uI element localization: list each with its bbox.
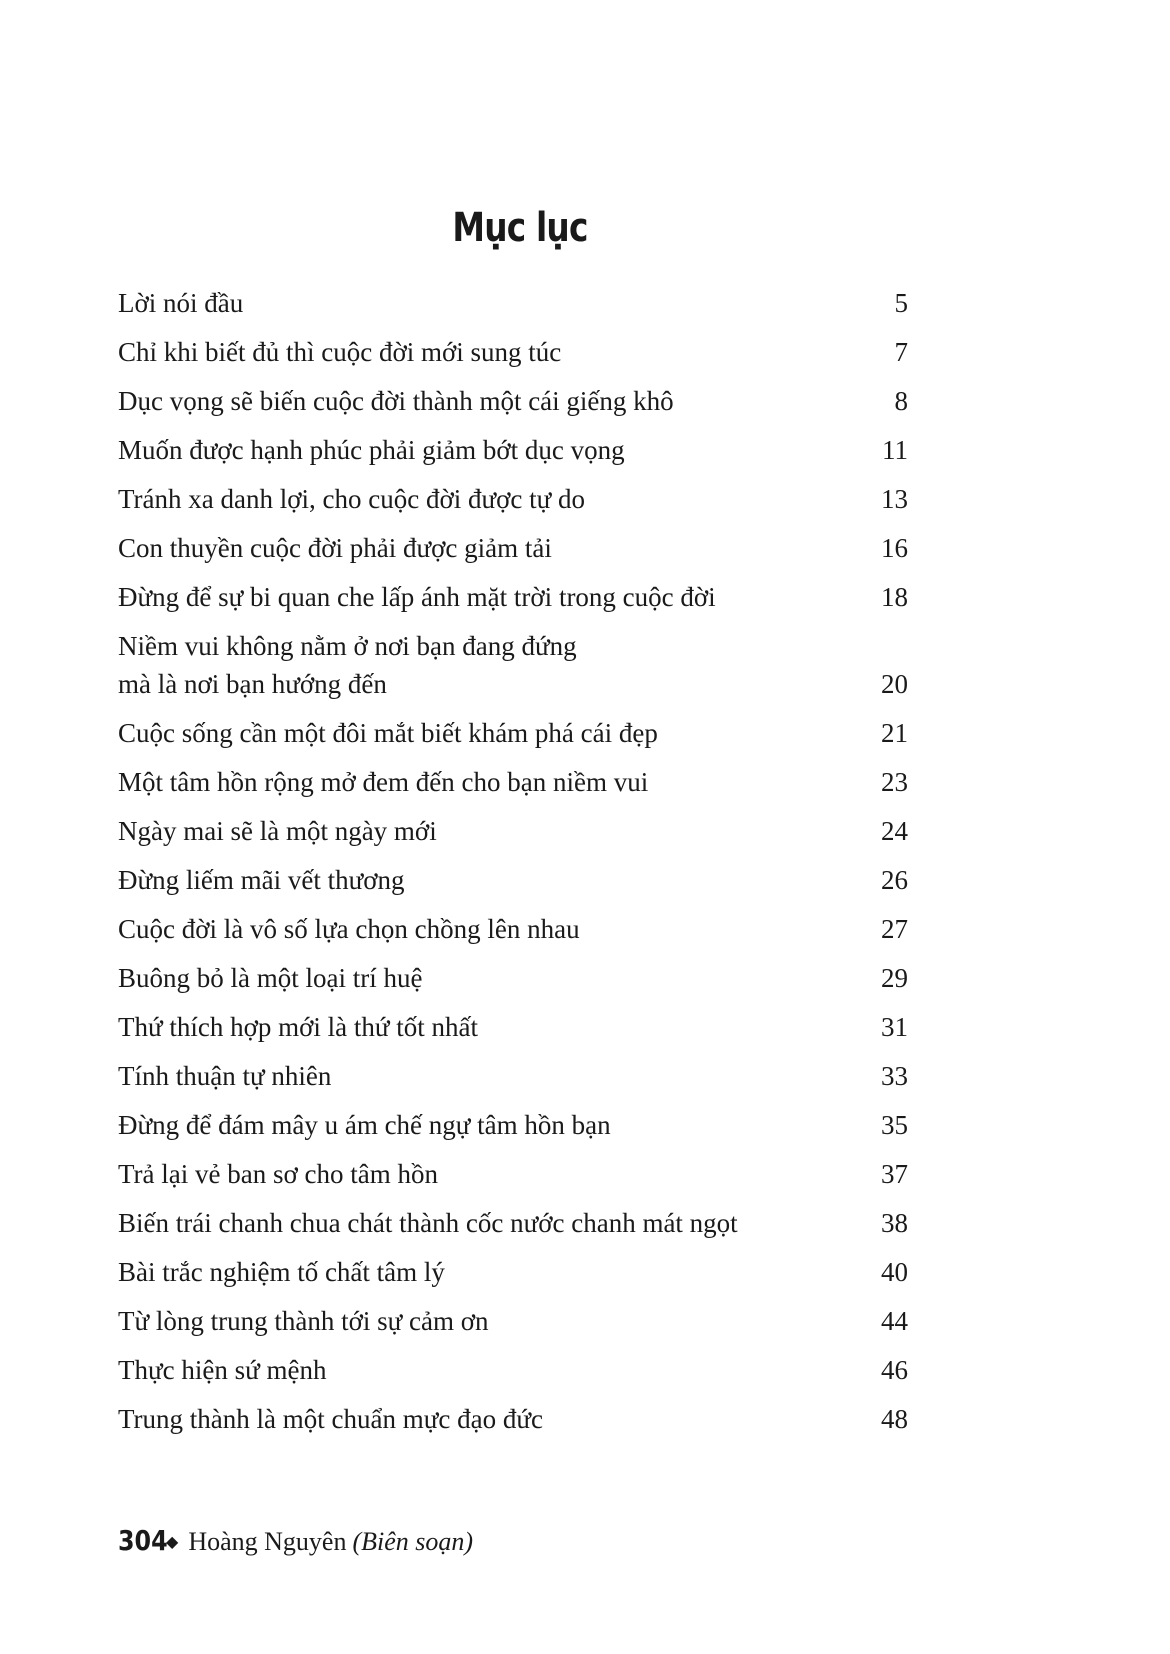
toc-entry-title: Con thuyền cuộc đời phải được giảm tải bbox=[118, 533, 552, 563]
toc-entry-title: Cuộc đời là vô số lựa chọn chồng lên nhau bbox=[118, 914, 580, 944]
toc-entry[interactable] bbox=[118, 1057, 908, 1095]
toc-entry-title: Dục vọng sẽ biến cuộc đời thành một cái giếng khô bbox=[118, 386, 674, 416]
toc-entry-page: 35 bbox=[881, 1110, 908, 1140]
toc-entry[interactable] bbox=[118, 284, 908, 322]
toc-entry-title: Đừng để sự bi quan che lấp ánh mặt trời trong cuộc đời bbox=[118, 582, 716, 612]
toc-entry[interactable] bbox=[118, 861, 908, 899]
toc-entry-page: 20 bbox=[881, 669, 908, 699]
toc-entry-page: 21 bbox=[881, 718, 908, 748]
toc-entry-title: Thực hiện sứ mệnh bbox=[118, 1355, 327, 1385]
toc-entry[interactable] bbox=[118, 812, 908, 850]
toc-entry-page: 44 bbox=[881, 1306, 908, 1336]
toc-entry-page: 29 bbox=[881, 963, 908, 993]
toc-entry[interactable] bbox=[118, 1400, 908, 1438]
toc-entry-page: 18 bbox=[881, 582, 908, 612]
toc-entry-page: 40 bbox=[881, 1257, 908, 1287]
toc-entry-title: Biến trái chanh chua chát thành cốc nước chanh mát ngọt bbox=[118, 1208, 738, 1238]
toc-entry[interactable] bbox=[118, 382, 908, 420]
toc-entry-page: 16 bbox=[881, 533, 908, 563]
toc-entry-title: Đừng để đám mây u ám chế ngự tâm hồn bạn bbox=[118, 1110, 611, 1140]
toc-entry-title: Ngày mai sẽ là một ngày mới bbox=[118, 816, 437, 846]
toc-entry[interactable] bbox=[118, 1155, 908, 1193]
toc-entry-title: Buông bỏ là một loại trí huệ bbox=[118, 963, 423, 993]
toc-entry-title: Muốn được hạnh phúc phải giảm bớt dục vọng bbox=[118, 435, 625, 465]
toc-entry-title: Cuộc sống cần một đôi mắt biết khám phá cái đẹp bbox=[118, 718, 658, 748]
toc-entry[interactable] bbox=[118, 1008, 908, 1046]
toc-entry-title: Lời nói đầu bbox=[118, 288, 244, 318]
toc-entry[interactable] bbox=[118, 1204, 908, 1242]
toc-entry[interactable] bbox=[118, 333, 908, 371]
toc-entry-title: Một tâm hồn rộng mở đem đến cho bạn niềm vui bbox=[118, 767, 649, 797]
diamond-bullet-icon: ◆ bbox=[166, 1534, 179, 1551]
toc-entry-page: 5 bbox=[894, 288, 908, 318]
toc-entry-page: 8 bbox=[894, 386, 908, 416]
toc-entry-title: Bài trắc nghiệm tố chất tâm lý bbox=[118, 1257, 445, 1287]
toc-entry[interactable] bbox=[118, 431, 908, 469]
footer-author: Hoàng Nguyên bbox=[188, 1527, 347, 1556]
toc-entry[interactable] bbox=[118, 578, 908, 616]
toc-entry[interactable] bbox=[118, 959, 908, 997]
toc-entry-title: Đừng liếm mãi vết thương bbox=[118, 865, 405, 895]
toc-entry-title: Niềm vui không nằm ở nơi bạn đang đứng mà là nơi bạn hướng đến bbox=[118, 631, 577, 699]
page-footer bbox=[118, 1524, 473, 1557]
footer-role: (Biên soạn) bbox=[352, 1527, 474, 1556]
toc-entry-title: Thứ thích hợp mới là thứ tốt nhất bbox=[118, 1012, 479, 1042]
toc-entry[interactable] bbox=[118, 1106, 908, 1144]
page-number: 304 bbox=[118, 1524, 168, 1557]
toc-entry-page: 46 bbox=[881, 1355, 908, 1385]
toc-entry-page: 24 bbox=[881, 816, 908, 846]
page-title: Mục lục bbox=[452, 204, 588, 251]
toc-entry-page: 7 bbox=[894, 337, 908, 367]
toc-entry-page: 37 bbox=[881, 1159, 908, 1189]
toc-entry[interactable] bbox=[118, 1253, 908, 1291]
toc-entry-title: Tránh xa danh lợi, cho cuộc đời được tự do bbox=[118, 484, 586, 514]
table-of-contents bbox=[118, 284, 908, 1449]
toc-entry[interactable] bbox=[118, 627, 908, 703]
toc-entry-title: Chỉ khi biết đủ thì cuộc đời mới sung túc bbox=[118, 337, 562, 367]
toc-entry-page: 27 bbox=[881, 914, 908, 944]
toc-entry-page: 13 bbox=[881, 484, 908, 514]
toc-entry-title: Từ lòng trung thành tới sự cảm ơn bbox=[118, 1306, 489, 1336]
toc-entry[interactable] bbox=[118, 714, 908, 752]
toc-entry[interactable] bbox=[118, 763, 908, 801]
toc-entry-page: 31 bbox=[881, 1012, 908, 1042]
toc-entry-page: 26 bbox=[881, 865, 908, 895]
toc-entry[interactable] bbox=[118, 529, 908, 567]
toc-entry-page: 38 bbox=[881, 1208, 908, 1238]
toc-entry-page: 11 bbox=[882, 435, 908, 465]
toc-entry-page: 33 bbox=[881, 1061, 908, 1091]
toc-entry[interactable] bbox=[118, 910, 908, 948]
toc-entry[interactable] bbox=[118, 1351, 908, 1389]
toc-entry-page: 23 bbox=[881, 767, 908, 797]
toc-entry-title: Trả lại vẻ ban sơ cho tâm hồn bbox=[118, 1159, 438, 1189]
toc-entry[interactable] bbox=[118, 1302, 908, 1340]
toc-entry-page: 48 bbox=[881, 1404, 908, 1434]
toc-entry-title: Trung thành là một chuẩn mực đạo đức bbox=[118, 1404, 543, 1434]
toc-entry[interactable] bbox=[118, 480, 908, 518]
toc-entry-title: Tính thuận tự nhiên bbox=[118, 1061, 332, 1091]
